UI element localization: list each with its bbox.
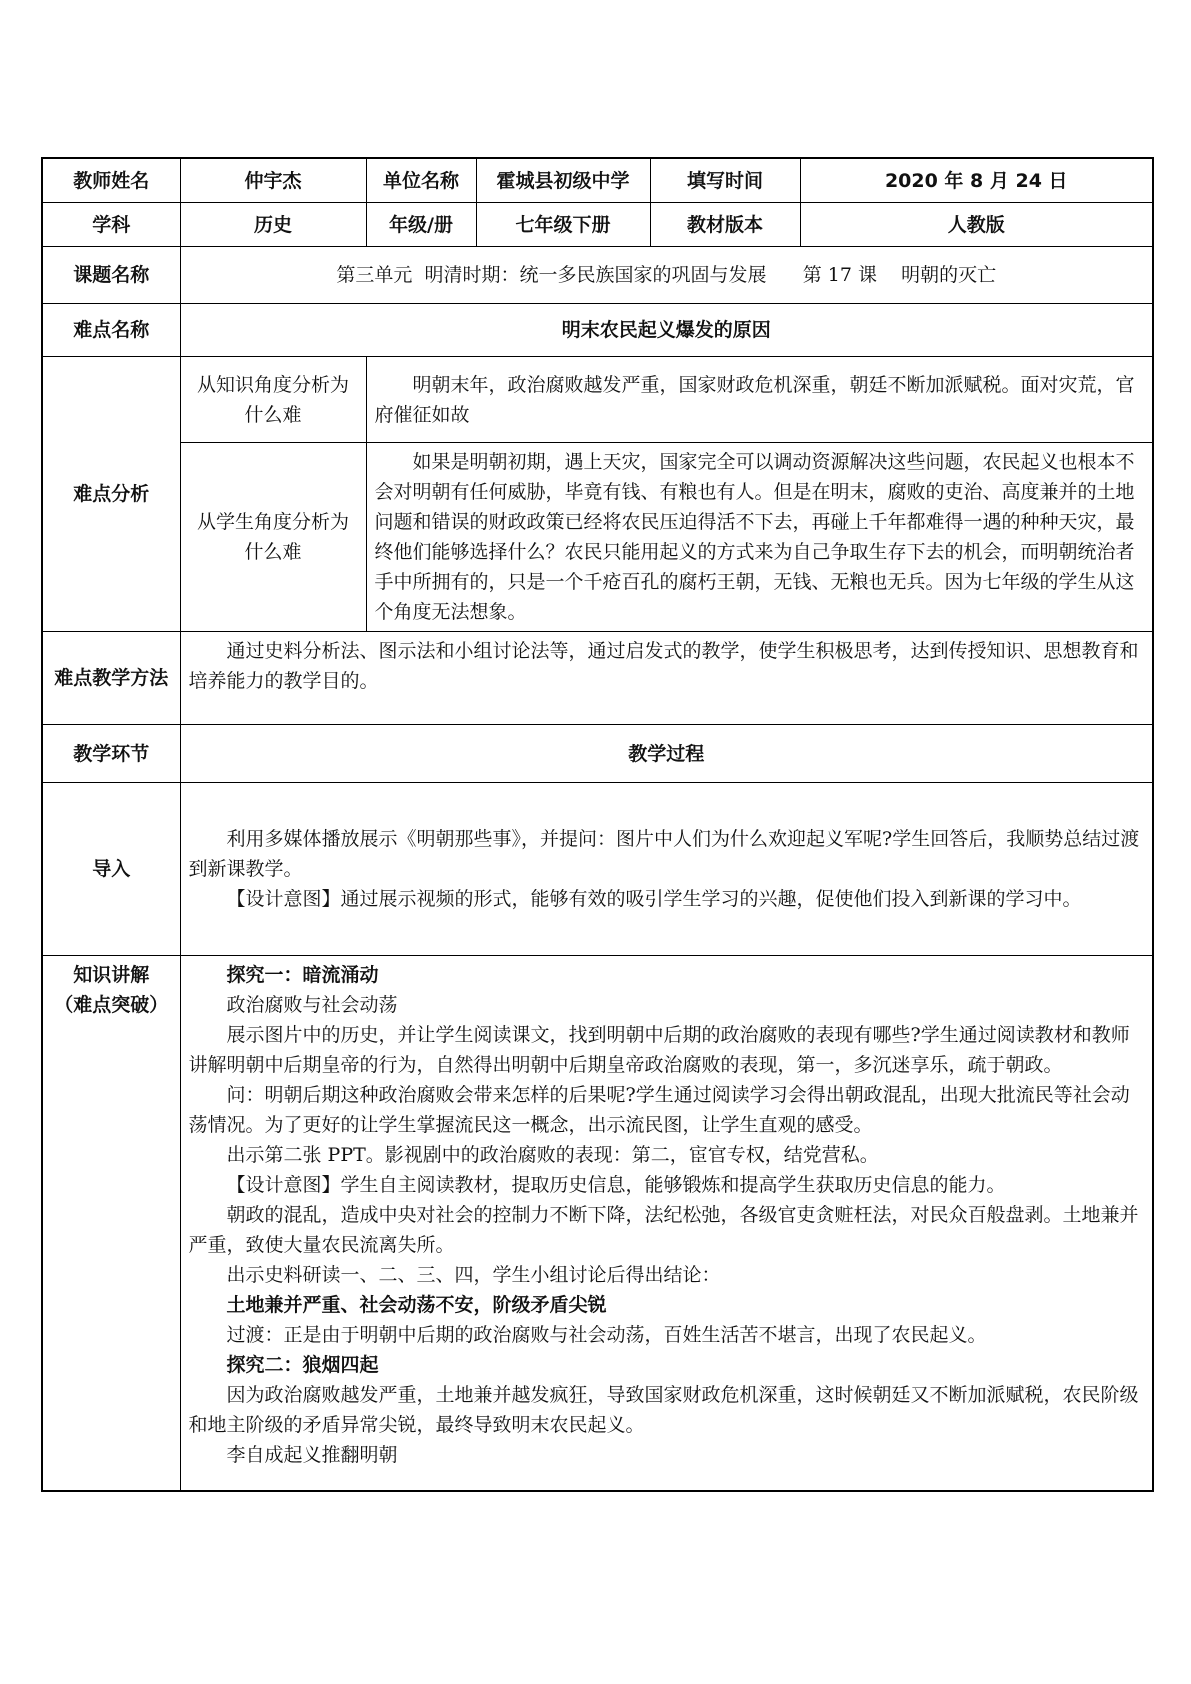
subject-label: 学科	[42, 203, 180, 247]
topic-label: 课题名称	[42, 247, 180, 304]
grade-label: 年级/册	[366, 203, 476, 247]
lecture-paragraph-4: 问：明朝后期这种政治腐败会带来怎样的后果呢?学生通过阅读学习会得出朝政混乱，出现大批流民等社会动荡情况。为了更好的让学生掌握流民这一概念，出示流民图，让学生直观的感受。	[188, 1084, 1130, 1136]
lecture-paragraph-6: 【设计意图】学生自主阅读教材，提取历史信息，能够锻炼和提高学生获取历史信息的能力。	[226, 1174, 1006, 1196]
intro-text	[180, 783, 1153, 956]
subject-info-row	[42, 203, 1153, 247]
lecture-paragraph-10: 过渡：正是由于明朝中后期的政治腐败与社会动荡，百姓生活苦不堪言，出现了农民起义。	[226, 1324, 987, 1346]
knowledge-angle-label: 从知识角度分析为什么难	[180, 357, 366, 443]
analysis-label: 难点分析	[42, 357, 180, 632]
lecture-paragraph-13: 李自成起义推翻明朝	[226, 1444, 398, 1466]
student-angle-paragraph: 如果是明朝初期，遇上天灾，国家完全可以调动资源解决这些问题，农民起义也根本不会对明朝有任何威胁，毕竟有钱、有粮也有人。但是在明末，腐败的吏治、高度兼并的土地问题和错误的财政政策已经将农民压迫得活不下去，再碰上千年都难得一遇的种种天灾，最终他们能够选择什么？农民只能用起义的方式来为自己争取生存下去的机会，而明朝统治者手中所拥有的，只是一个千疮百孔的腐朽王朝，无钱、无粮也无兵。因为七年级的学生从这个角度无法想象。	[374, 451, 1135, 623]
lecture-paragraph-2: 政治腐败与社会动荡	[226, 994, 398, 1016]
lecture-conclusion: 土地兼并严重、社会动荡不安，阶级矛盾尖锐	[226, 1294, 607, 1316]
topic-row	[42, 247, 1153, 304]
unit-name-value: 霍城县初级中学	[476, 158, 650, 203]
difficulty-row	[42, 304, 1153, 357]
method-paragraph: 通过史料分析法、图示法和小组讨论法等，通过启发式的教学，使学生积极思考，达到传授知识、思想教育和培养能力的教学目的。	[188, 640, 1139, 692]
knowledge-angle-paragraph: 明朝末年，政治腐败越发严重，国家财政危机深重，朝廷不断加派赋税。面对灾荒，官府催征如故	[374, 373, 1135, 426]
edition-value: 人教版	[800, 203, 1153, 247]
grade-value: 七年级下册	[476, 203, 650, 247]
teacher-name-label: 教师姓名	[42, 158, 180, 203]
process-label: 教学环节	[42, 725, 180, 783]
intro-row	[42, 783, 1153, 956]
process-value: 教学过程	[180, 725, 1153, 783]
fill-date-label: 填写时间	[650, 158, 800, 203]
fill-date-value: 2020 年 8 月 24 日	[800, 158, 1153, 203]
analysis-student-row	[42, 443, 1153, 632]
intro-label: 导入	[42, 783, 180, 956]
lecture-label	[42, 956, 180, 1492]
lecture-paragraph-3: 展示图片中的历史，并让学生阅读课文，找到明朝中后期的政治腐败的表现有哪些?学生通过阅读教材和教师讲解明朝中后期皇帝的行为，自然得出明朝中后期皇帝政治腐败的表现，第一，多沉迷享乐，疏于朝政。	[188, 1024, 1130, 1076]
lecture-paragraph-5: 出示第二张 PPT。影视剧中的政治腐败的表现：第二，宦官专权，结党营私。	[226, 1144, 879, 1166]
unit-name-label: 单位名称	[366, 158, 476, 203]
intro-paragraph-2: 【设计意图】通过展示视频的形式，能够有效的吸引学生学习的兴趣，促使他们投入到新课的学习中。	[226, 888, 1082, 910]
lecture-paragraph-8: 出示史料研读一、二、三、四，学生小组讨论后得出结论：	[226, 1264, 721, 1286]
lecture-text	[180, 956, 1153, 1492]
lecture-heading-2: 探究二：狼烟四起	[226, 1354, 379, 1376]
student-angle-label: 从学生角度分析为什么难	[180, 443, 366, 632]
lecture-label-line-2: （难点突破）	[54, 994, 169, 1016]
process-header-row	[42, 725, 1153, 783]
lecture-heading-1: 探究一：暗流涌动	[226, 964, 379, 986]
lecture-paragraph-12: 因为政治腐败越发严重，土地兼并越发疯狂，导致国家财政危机深重，这时候朝廷又不断加派赋税，农民阶级和地主阶级的矛盾异常尖锐，最终导致明末农民起义。	[188, 1384, 1139, 1436]
lesson-plan-table	[41, 157, 1154, 1492]
student-angle-text	[366, 443, 1153, 632]
intro-paragraph-1: 利用多媒体播放展示《明朝那些事》，并提问：图片中人们为什么欢迎起义军呢?学生回答后，我顺势总结过渡到新课教学。	[188, 828, 1140, 880]
analysis-knowledge-row	[42, 357, 1153, 443]
edition-label: 教材版本	[650, 203, 800, 247]
teacher-info-row	[42, 158, 1153, 203]
knowledge-angle-text	[366, 357, 1153, 443]
teacher-name-value: 仲宇杰	[180, 158, 366, 203]
lecture-label-line-1: 知识讲解	[73, 964, 150, 986]
difficulty-label: 难点名称	[42, 304, 180, 357]
lecture-row	[42, 956, 1153, 1492]
subject-value: 历史	[180, 203, 366, 247]
method-text	[180, 632, 1153, 725]
method-label: 难点教学方法	[42, 632, 180, 725]
lecture-paragraph-7: 朝政的混乱，造成中央对社会的控制力不断下降，法纪松弛，各级官吏贪赃枉法，对民众百般盘剥。土地兼并严重，致使大量农民流离失所。	[188, 1204, 1139, 1256]
topic-value: 第三单元 明清时期：统一多民族国家的巩固与发展 第 17 课 明朝的灭亡	[180, 247, 1153, 304]
method-row	[42, 632, 1153, 725]
difficulty-value: 明末农民起义爆发的原因	[180, 304, 1153, 357]
